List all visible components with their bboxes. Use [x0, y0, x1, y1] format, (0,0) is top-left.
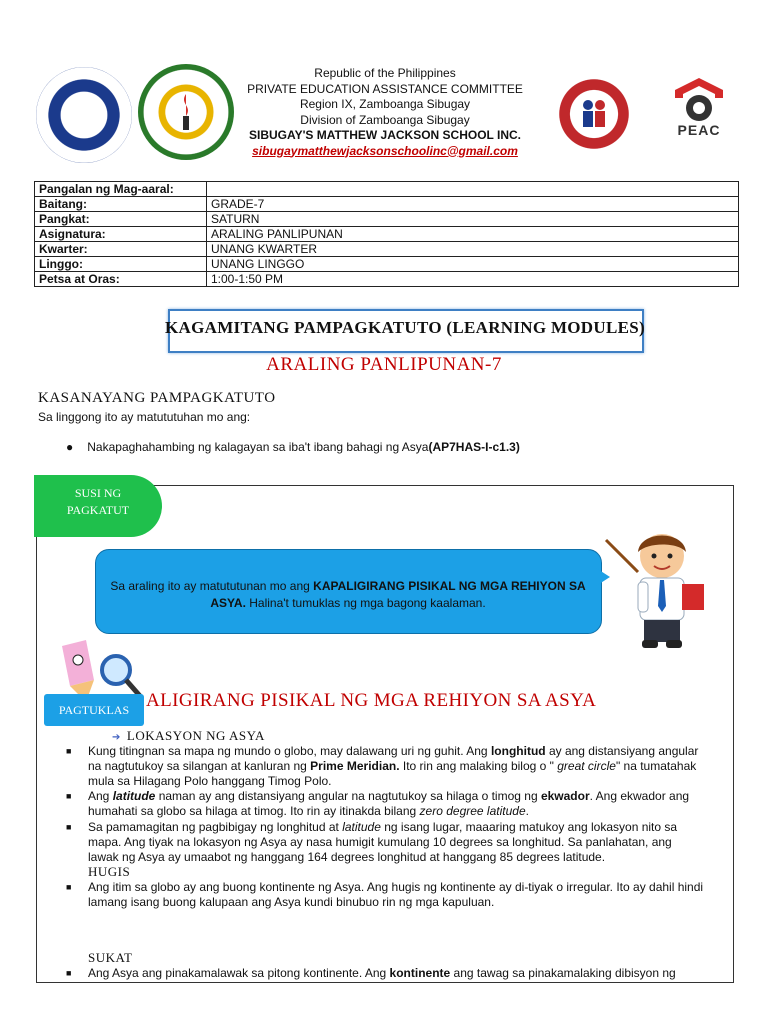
square-bullet-icon: ■ [66, 968, 72, 978]
student-name-field[interactable] [207, 182, 739, 197]
text: Ang Asya ang pinakamalawak sa pitong kontinente. Ang [88, 966, 390, 980]
students-icon [576, 96, 612, 132]
kasanayan-intro: Sa linggong ito ay matututuhan mo ang: [38, 410, 251, 424]
school-name: SIBUGAY'S MATTHEW JACKSON SCHOOL INC. [249, 128, 521, 142]
subject-title: ARALING PANLIPUNAN-7 [266, 354, 502, 375]
text: Ito rin ang malaking bilog o " [399, 759, 554, 773]
module-title: KAGAMITANG PAMPAGKATUTO (LEARNING MODULES) [165, 318, 645, 337]
susi-line2: PAGKATUT [66, 503, 130, 517]
row-label: Kwarter: [35, 242, 207, 257]
pagtuklas-tab: PAGTUKLAS [44, 694, 144, 726]
torch-icon [171, 92, 201, 132]
row-label: Pangalan ng Mag-aaral: [35, 182, 207, 197]
student-info-table [34, 181, 739, 287]
lokasyon-paragraph-1 [66, 744, 728, 789]
susi-ng-pagkatuto-tab [34, 475, 162, 537]
text: kontinente [389, 966, 451, 980]
text: Ang [88, 789, 113, 803]
competency-text: Nakapaghahambing ng kalagayan sa iba't ibang bahagi ng Asya [87, 440, 429, 454]
lokasyon-heading [112, 728, 265, 744]
row-value: GRADE-7 [207, 197, 739, 212]
text: humahati sa globo sa hilaga at timog. Ito rin ay itinakda bilang [88, 804, 420, 818]
text: . Ang ekwador ang [589, 789, 690, 803]
row-value: SATURN [207, 212, 739, 227]
bubble-pre: Sa araling ito ay matututunan mo ang [110, 579, 314, 593]
teacher-cartoon-icon [602, 526, 714, 652]
hugis-heading: HUGIS [88, 864, 131, 879]
text: ay ang distansiyang angular [545, 744, 699, 758]
competency-code: (AP7HAS-I-c1.3) [428, 440, 520, 454]
text: lawak ng Asya ay umaabot ng hanggang 164 degrees longhitud at hanggang 85 degrees latitude. [88, 850, 606, 864]
text: " na tumatahak [615, 759, 697, 773]
row-label: Pangkat: [35, 212, 207, 227]
letterhead-line4: Division of Zamboanga Sibugay [300, 112, 470, 127]
text: latitude [342, 820, 381, 834]
row-label: Asignatura: [35, 227, 207, 242]
arrow-bullet-icon: ➔ [112, 732, 121, 743]
row-label: Linggo: [35, 257, 207, 272]
square-bullet-icon: ■ [66, 791, 72, 801]
table-row [35, 242, 739, 257]
deped-seal-logo [36, 67, 132, 163]
bubble-post: Halina't tumuklas ng mga bagong kaalaman. [245, 596, 486, 610]
table-row [35, 227, 739, 242]
text: . [525, 804, 529, 818]
square-bullet-icon: ■ [66, 746, 72, 756]
text: ang tawag sa pinakamalaking dibisyon ng [450, 966, 676, 980]
lokasyon-paragraph-3 [66, 820, 728, 865]
text: Prime Meridian. [310, 759, 400, 773]
row-value: 1:00-1:50 PM [207, 272, 739, 287]
school-email-link[interactable]: sibugaymatthewjacksonschoolinc@gmail.com [252, 143, 518, 158]
table-row [35, 197, 739, 212]
bubble-bold: KAPALIGIRANG PISIKAL NG MGA REHIYON SA ASYA. [210, 579, 586, 610]
row-label: Baitang: [35, 197, 207, 212]
text: Sa pamamagitan ng pagbibigay ng longhitud at [88, 820, 343, 834]
letterhead [200, 66, 570, 159]
kasanayan-heading: KASANAYANG PAMPAGKATUTO [38, 390, 276, 406]
competency-item [66, 440, 520, 454]
lokasyon-paragraph-2 [66, 789, 728, 819]
text: ekwador [540, 789, 590, 803]
peac-shield-icon [669, 76, 729, 126]
speech-bubble-text [108, 578, 588, 612]
text: na nagtutukoy sa silangan at kanluran ng [88, 759, 311, 773]
susi-line1: SUSI NG [74, 486, 122, 500]
table-row [35, 257, 739, 272]
peac-label: PEAC [677, 122, 721, 138]
row-value: ARALING PANLIPUNAN [207, 227, 739, 242]
square-bullet-icon: ■ [66, 822, 72, 832]
row-value: UNANG KWARTER [207, 242, 739, 257]
text: ng isang lugar, maaaring matukoy ang lokasyon nito sa [380, 820, 678, 834]
letterhead-line3: Region IX, Zamboanga Sibugay [299, 97, 471, 111]
section-heading: ALIGIRANG PISIKAL NG MGA REHIYON SA ASYA [146, 690, 597, 711]
bullet-dot-icon: ● [66, 440, 74, 454]
sukat-paragraph [66, 966, 728, 981]
row-value: UNANG LINGGO [207, 257, 739, 272]
text: longhitud [490, 744, 546, 758]
lokasyon-heading-text: LOKASYON NG ASYA [126, 728, 265, 743]
sukat-heading: SUKAT [88, 950, 133, 965]
text: mapa. Ang tiyak na lokasyon ng Asya ay nasa humigit kumulang 10 degrees sa longhitud. Sa panlahatan, ang [88, 835, 672, 849]
letterhead-line2: PRIVATE EDUCATION ASSISTANCE COMMITTEE [247, 81, 523, 96]
row-label: Petsa at Oras: [35, 272, 207, 287]
table-row [35, 272, 739, 287]
text: mula sa Hilagang Polo hanggang Timog Polo. [88, 774, 332, 788]
text: naman ay ang distansiyang angular na nagtutukoy sa hilaga o timog ng [155, 789, 541, 803]
text: Ang itim sa globo ay ang buong kontinente ng Asya. Ang hugis ng kontinente ay di-tiyak o irregular. Ito ay dahil hindi [88, 880, 704, 894]
text: Kung titingnan sa mapa ng mundo o globo, may dalawang uri ng guhit. Ang [88, 744, 491, 758]
table-row [35, 182, 739, 197]
text: great circle [553, 759, 616, 773]
text: latitude [112, 789, 156, 803]
text: lamang isang buong kalupaan ang Asya kundi binubuo rin ng mga kapuluan. [88, 895, 495, 909]
hugis-paragraph [66, 880, 728, 910]
letterhead-line1: Republic of the Philippines [314, 66, 456, 80]
table-row [35, 212, 739, 227]
text: zero degree latitude [419, 804, 526, 818]
square-bullet-icon: ■ [66, 882, 72, 892]
